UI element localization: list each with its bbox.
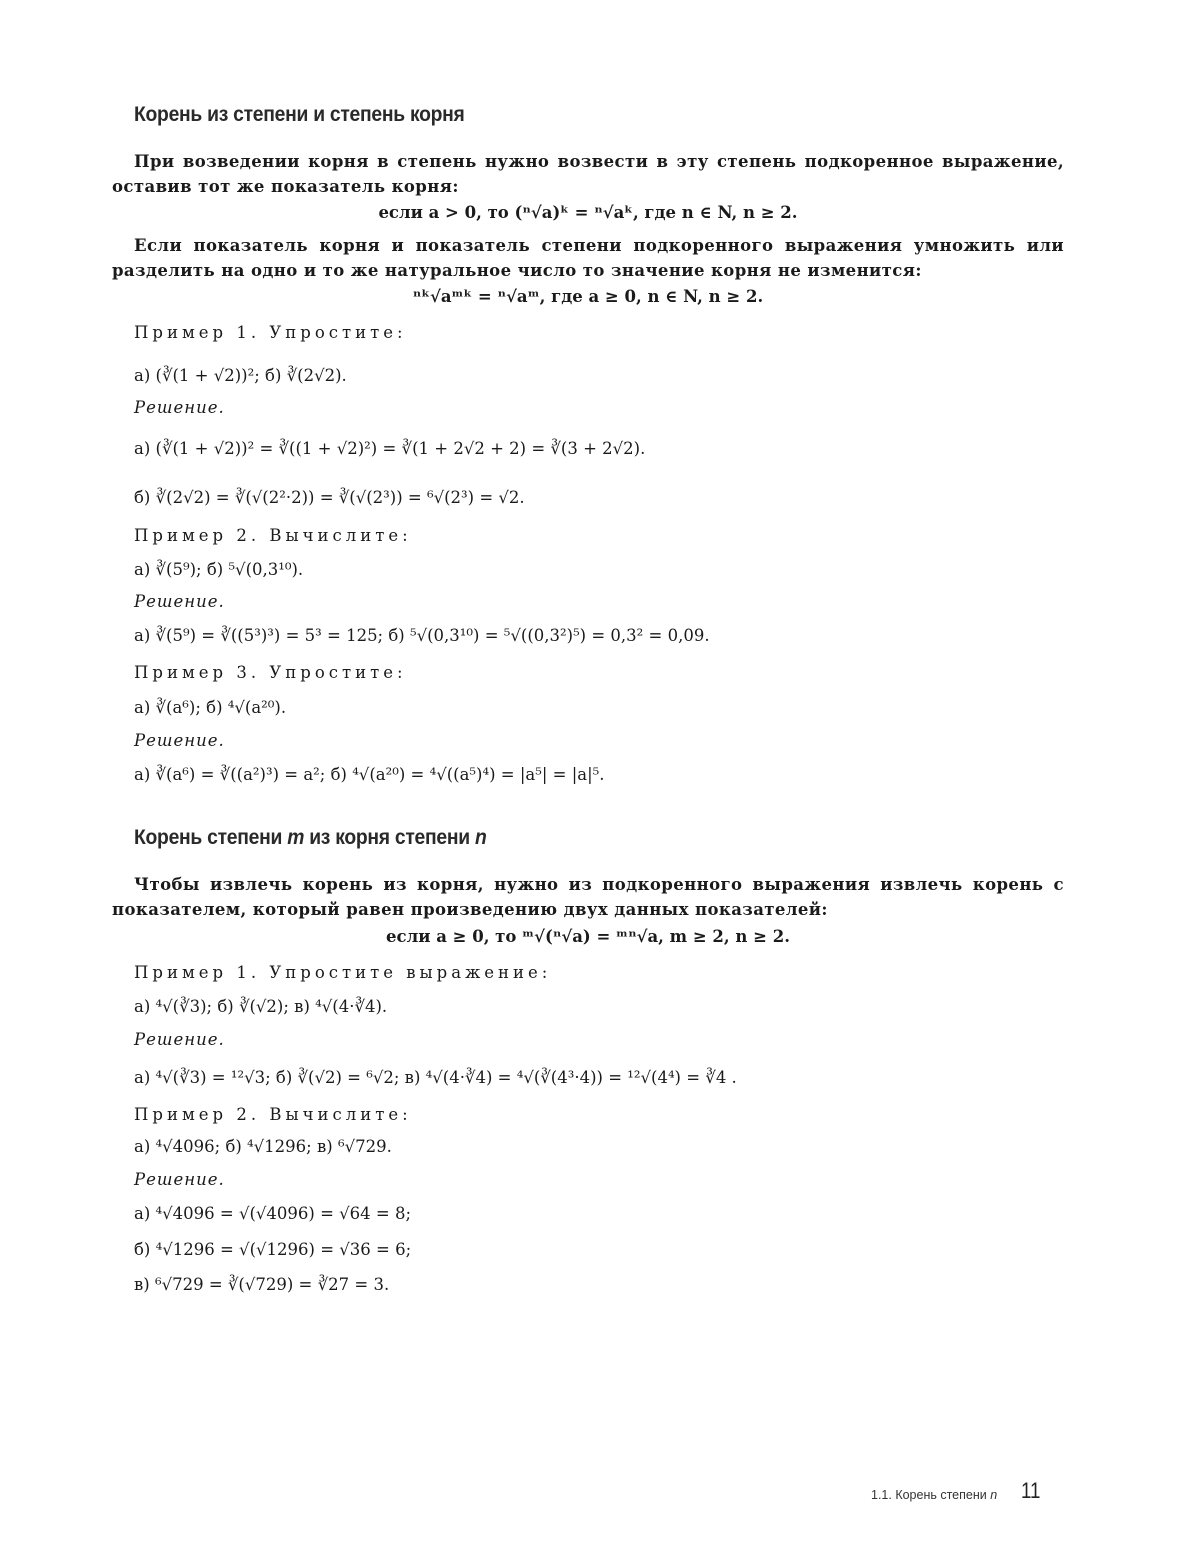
s2-example-1-solution: а) ⁴√(∛3) = ¹²√3; б) ∛(√2) = ⁶√2; в) ⁴√(4·∛4) = ⁴√(∛(4³·4)) = ¹²√(4⁴) = ∛4 . bbox=[134, 1068, 737, 1087]
heading-var-n: n bbox=[474, 826, 487, 849]
formula-index-scaling bbox=[112, 287, 1064, 306]
s2-example-1-task: а) ⁴√(∛3); б) ∛(√2); в) ⁴√(4·∛4). bbox=[134, 997, 388, 1016]
s2-example-2-solution-label: Решение. bbox=[134, 1170, 225, 1189]
example-1-task: а) (∛(1 + √2))²; б) ∛(2√2). bbox=[134, 366, 347, 385]
example-1-title: Пример 1. Упростите: bbox=[134, 323, 407, 342]
formula-power-of-root-text: если a > 0, то (ⁿ√a)ᵏ = ⁿ√aᵏ, где n ∈ N, n ≥ 2. bbox=[378, 203, 798, 222]
heading-var-m: m bbox=[287, 826, 305, 849]
s2-example-2-task: а) ⁴√4096; б) ⁴√1296; в) ⁶√729. bbox=[134, 1137, 392, 1156]
example-3-solution-label: Решение. bbox=[134, 731, 225, 750]
formula-root-of-root bbox=[112, 927, 1064, 946]
example-1-solution-a: а) (∛(1 + √2))² = ∛((1 + √2)²) = ∛(1 + 2√2 + 2) = ∛(3 + 2√2). bbox=[134, 439, 646, 458]
s2-example-1-solution-label: Решение. bbox=[134, 1030, 225, 1049]
rule-power-of-root: При возведении корня в степень нужно возвести в эту степень подкоренное выражение, оставив тот же показатель корня: bbox=[112, 152, 1064, 196]
formula-power-of-root bbox=[112, 203, 1064, 222]
s2-example-1-title: Пример 1. Упростите выражение: bbox=[134, 963, 552, 982]
example-3-solution: а) ∛(a⁶) = ∛((a²)³) = a²; б) ⁴√(a²⁰) = ⁴√((a⁵)⁴) = |a⁵| = |a|⁵. bbox=[134, 765, 605, 784]
footer-section-var: n bbox=[990, 1488, 998, 1502]
s2-example-2-solution-c: в) ⁶√729 = ∛(√729) = ∛27 = 3. bbox=[134, 1275, 390, 1294]
s2-example-2-solution-a: а) ⁴√4096 = √(√4096) = √64 = 8; bbox=[134, 1204, 412, 1223]
footer-section-text: 1.1. Корень степени bbox=[871, 1488, 987, 1502]
example-3-task: а) ∛(a⁶); б) ⁴√(a²⁰). bbox=[134, 698, 287, 717]
page-number: 11 bbox=[1021, 1478, 1041, 1503]
rule-index-scaling: Если показатель корня и показатель степени подкоренного выражения умножить или разделить на одно и то же натуральное число то значение корня не изменится: bbox=[112, 236, 1064, 280]
formula-root-of-root-text: если a ≥ 0, то ᵐ√(ⁿ√a) = ᵐⁿ√a, m ≥ 2, n ≥ 2. bbox=[386, 927, 790, 946]
footer-section-label bbox=[871, 1488, 997, 1502]
s2-example-2-solution-b: б) ⁴√1296 = √(√1296) = √36 = 6; bbox=[134, 1240, 412, 1259]
heading-prefix: Корень степени bbox=[134, 826, 288, 849]
s2-example-2-title: Пример 2. Вычислите: bbox=[134, 1105, 412, 1124]
example-2-title: Пример 2. Вычислите: bbox=[134, 526, 412, 545]
example-2-solution-label: Решение. bbox=[134, 592, 225, 611]
section-heading-root-of-root bbox=[134, 826, 486, 850]
rule-root-of-root: Чтобы извлечь корень из корня, нужно из подкоренного выражения извлечь корень с показателем, который равен произведению двух данных показателей: bbox=[112, 875, 1064, 919]
formula-index-scaling-text: ⁿᵏ√aᵐᵏ = ⁿ√aᵐ, где a ≥ 0, n ∈ N, n ≥ 2. bbox=[412, 287, 764, 306]
heading-mid: из корня степени bbox=[304, 826, 475, 849]
section-heading-root-of-power: Корень из степени и степень корня bbox=[134, 103, 465, 126]
example-3-title: Пример 3. Упростите: bbox=[134, 663, 407, 682]
example-2-solution: а) ∛(5⁹) = ∛((5³)³) = 5³ = 125; б) ⁵√(0,3¹⁰) = ⁵√((0,3²)⁵) = 0,3² = 0,09. bbox=[134, 626, 710, 645]
example-2-task: а) ∛(5⁹); б) ⁵√(0,3¹⁰). bbox=[134, 560, 304, 579]
example-1-solution-b: б) ∛(2√2) = ∛(√(2²·2)) = ∛(√(2³)) = ⁶√(2³) = √2. bbox=[134, 488, 525, 507]
example-1-solution-label: Решение. bbox=[134, 398, 225, 417]
